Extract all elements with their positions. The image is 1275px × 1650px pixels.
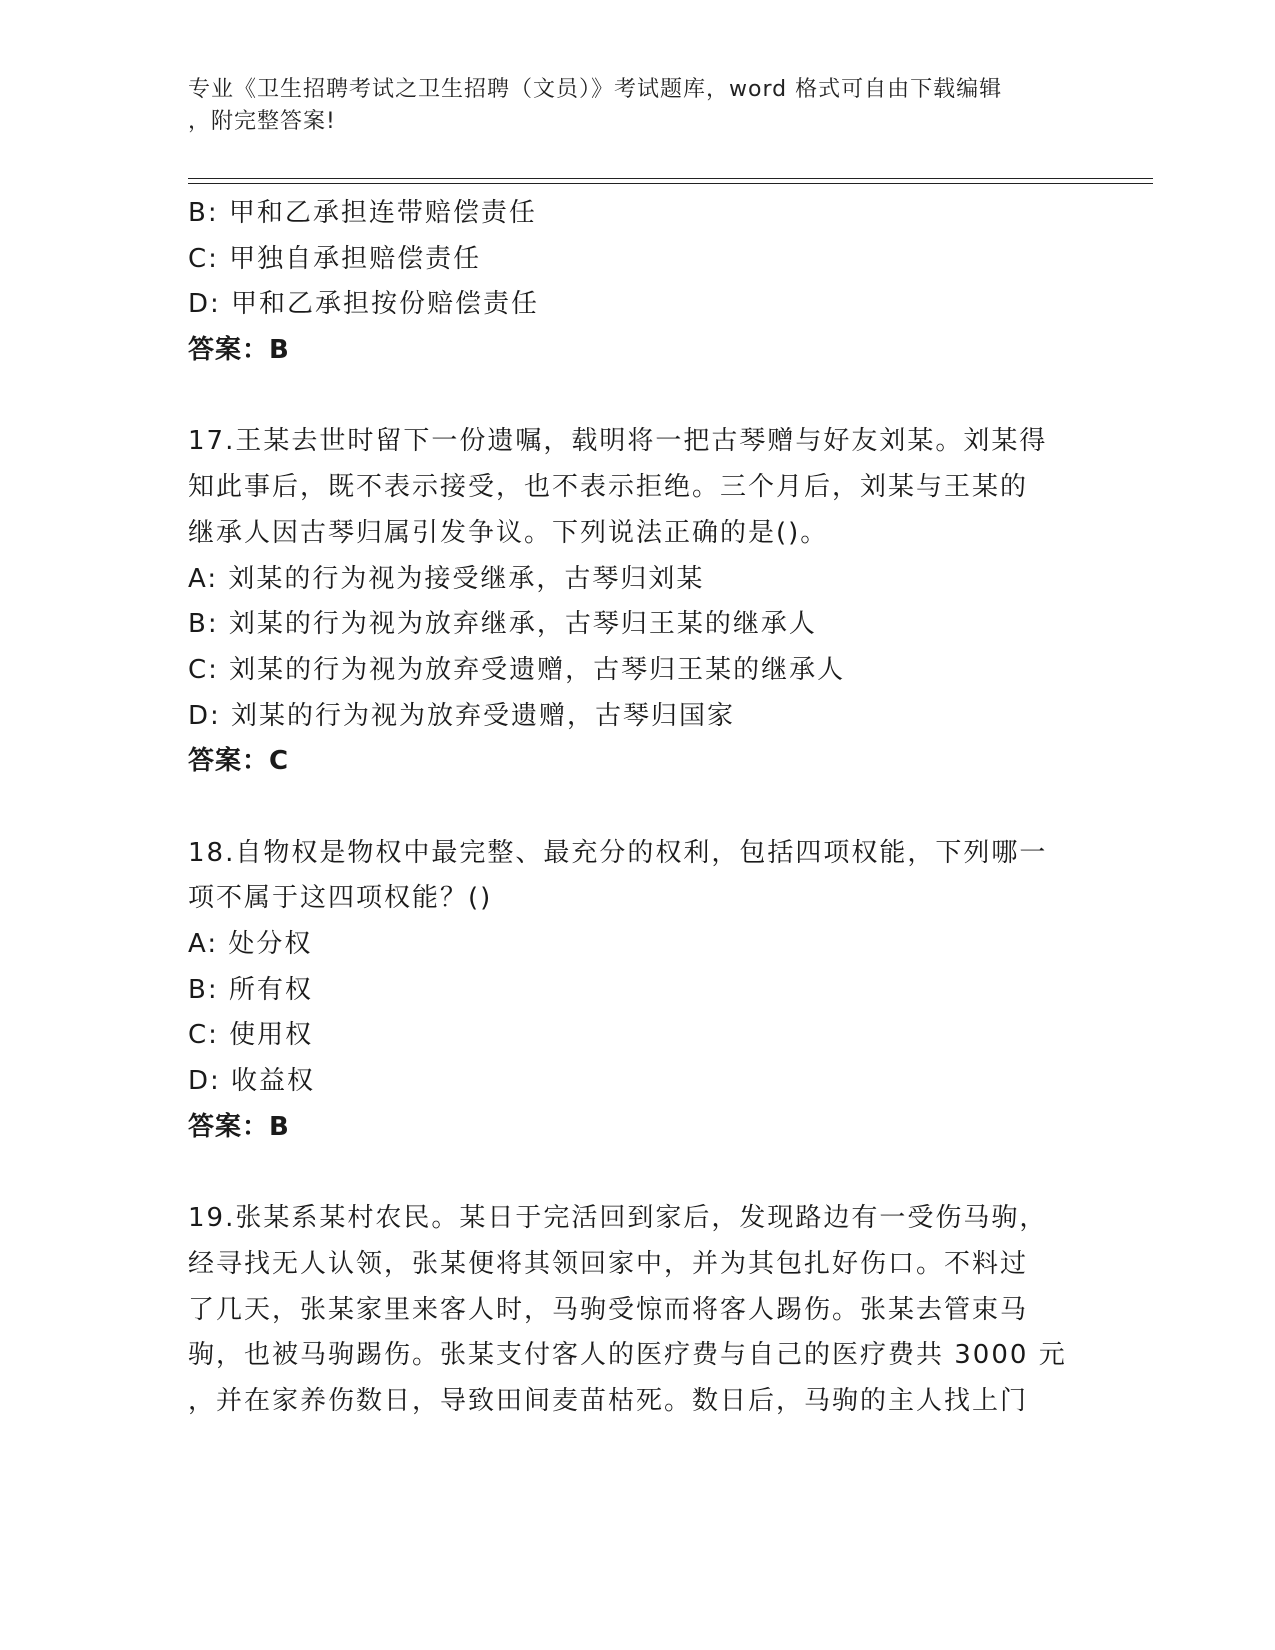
spacer: [188, 1150, 1088, 1196]
q19-stem-line-5: ，并在家养伤数日，导致田间麦苗枯死。数日后，马驹的主人找上门: [188, 1385, 1029, 1416]
q17-answer: 答案：C: [188, 746, 290, 777]
q16-option-c: C: 甲独自承担赔偿责任: [188, 243, 482, 274]
q18-option-a: A: 处分权: [188, 929, 313, 959]
q16-option-d: D: 甲和乙承担按份赔偿责任: [188, 289, 540, 320]
q19-stem-line-4: 驹，也被马驹踢伤。张某支付客人的医疗费与自己的医疗费共 3000 元: [188, 1340, 1067, 1371]
page-header: [188, 74, 1068, 138]
header-line-1: 专业《卫生招聘考试之卫生招聘（文员）》考试题库，word 格式可自由下载编辑: [188, 77, 1003, 102]
spacer: [188, 374, 1088, 420]
q17-option-a: A: 刘某的行为视为接受继承，古琴归刘某: [188, 563, 705, 594]
q18-answer: 答案：B: [188, 1111, 290, 1142]
q17-option-d: D: 刘某的行为视为放弃受遗赠，古琴归国家: [188, 700, 736, 731]
q18-stem-line-1: 18.自物权是物权中最完整、最充分的权利，包括四项权能，下列哪一: [188, 837, 1048, 868]
header-divider-top: [188, 178, 1153, 179]
spacer: [188, 785, 1088, 831]
q17-stem-line-2: 知此事后，既不表示接受，也不表示拒绝。三个月后，刘某与王某的: [188, 472, 1029, 503]
q18-stem-line-2: 项不属于这四项权能？(): [188, 883, 493, 914]
header-divider-bottom: [188, 183, 1153, 184]
q16-option-b: B: 甲和乙承担连带赔偿责任: [188, 198, 537, 228]
q17-option-c: C: 刘某的行为视为放弃受遗赠，古琴归王某的继承人: [188, 654, 846, 685]
q19-stem-line-2: 经寻找无人认领，张某便将其领回家中，并为其包扎好伤口。不料过: [188, 1248, 1029, 1279]
q17-stem-line-1: 17.王某去世时留下一份遗嘱，载明将一把古琴赠与好友刘某。刘某得: [188, 426, 1048, 457]
q19-stem-line-1: 19.张某系某村农民。某日于完活回到家后，发现路边有一受伤马驹，: [188, 1203, 1048, 1234]
q17-stem-line-3: 继承人因古琴归属引发争议。下列说法正确的是()。: [188, 517, 829, 548]
q18-option-b: B: 所有权: [188, 974, 313, 1005]
q18-option-c: C: 使用权: [188, 1020, 314, 1051]
header-line-2: ，附完整答案!: [188, 109, 336, 134]
question-content: [188, 191, 1088, 1425]
q16-answer: 答案：B: [188, 335, 290, 366]
q18-option-d: D: 收益权: [188, 1066, 316, 1097]
q19-stem-line-3: 了几天，张某家里来客人时，马驹受惊而将客人踢伤。张某去管束马: [188, 1294, 1029, 1325]
q17-option-b: B: 刘某的行为视为放弃继承，古琴归王某的继承人: [188, 609, 817, 640]
